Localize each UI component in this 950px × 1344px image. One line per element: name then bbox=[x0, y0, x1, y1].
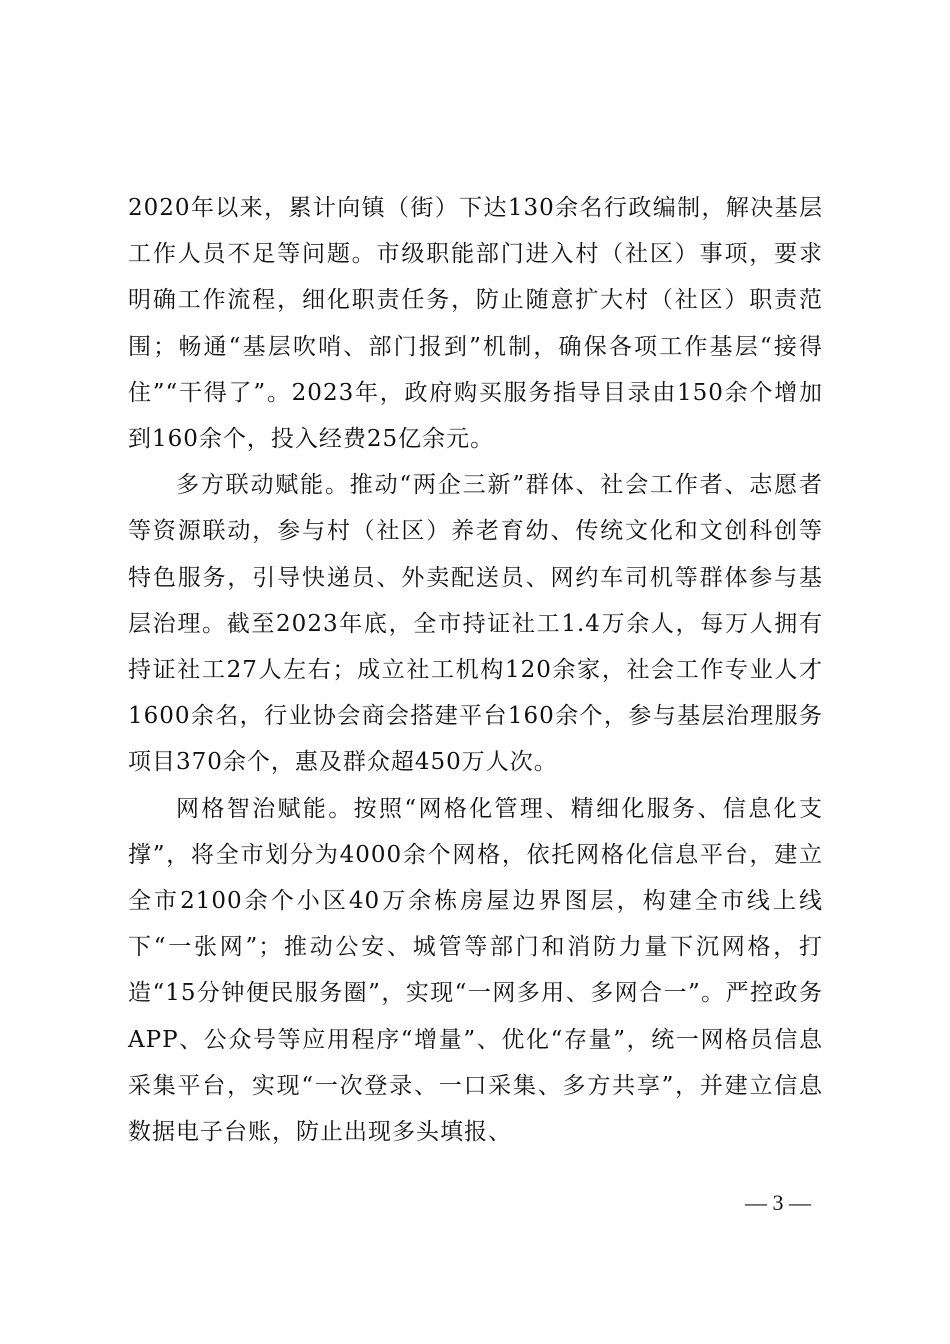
paragraph-staffing: 2020年以来，累计向镇（街）下达130余名行政编制，解决基层工作人员不足等问题。市级职能部门进入村（社区）事项，要求明确工作流程，细化职责任务，防止随意扩大村（社区）职责范围；畅通“基层吹哨、部门报到”机制，确保各项工作基层“接得住”“干得了”。2023年，政府购买服务指导目录由150余个增加到160余个，投入经费25亿余元。 bbox=[128, 195, 823, 453]
document-body bbox=[128, 185, 823, 1155]
paragraph-multi-party-linkage: 多方联动赋能。推动“两企三新”群体、社会工作者、志愿者等资源联动，参与村（社区）养老育幼、传统文化和文创科创等特色服务，引导快递员、外卖配送员、网约车司机等群体参与基层治理。截至2023年底，全市持证社工1.4万余人，每万人拥有持证社工27人左右；成立社工机构120余家，社会工作专业人才1600余名，行业协会商会搭建平台160余个，参与基层治理服务项目370余个，惠及群众超450万人次。 bbox=[128, 472, 823, 776]
page-number: — 3 — bbox=[745, 1190, 811, 1215]
paragraph-grid-governance: 网格智治赋能。按照“网格化管理、精细化服务、信息化支撑”，将全市划分为4000余个网格，依托网格化信息平台，建立全市2100余个小区40万余栋房屋边界图层，构建全市线上线下“一张网”；推动公安、城管等部门和消防力量下沉网格，打造“15分钟便民服务圈”，实现“一网多用、多网合一”。严控政务APP、公众号等应用程序“增量”、优化“存量”，统一网格员信息采集平台，实现“一次登录、一口采集、多方共享”，并建立信息数据电子台账，防止出现多头填报、 bbox=[128, 795, 823, 1146]
